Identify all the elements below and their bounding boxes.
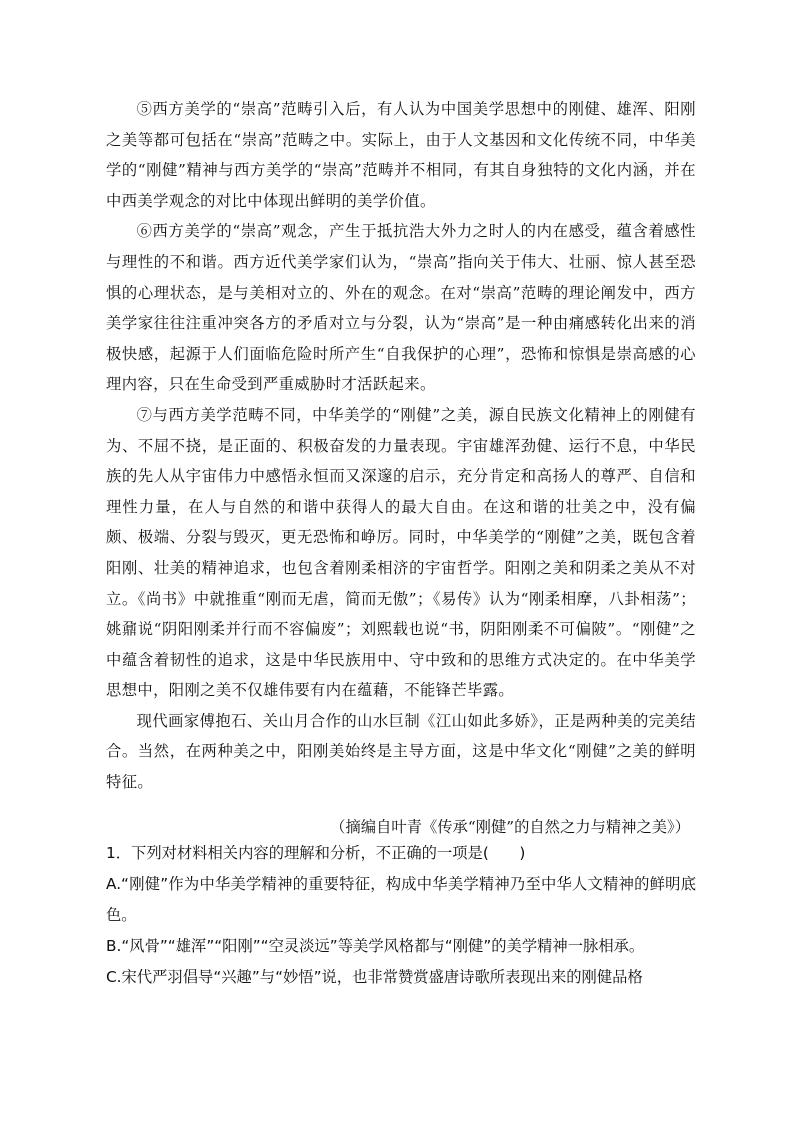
paragraph-6: ⑥西方美学的“崇高”观念，产生于抵抗浩大外力之时人的内在感受，蕴含着感性与理性的不和谐。西方近代美学家们认为，“崇高”指向关于伟大、壮丽、惊人甚至恐惧的心理状态，是与美相对立的、外在的观念。在对“崇高”范畴的理论阐发中，西方美学家往往注重冲突各方的矛盾对立与分裂，认为“崇高”是一种由痛感转化出来的消极快感，起源于人们面临危险时所产生“自我保护的心理”，恐怖和惊惧是崇高感的心理内容，只在生命受到严重威胁时才活跃起来。	[106, 222, 696, 394]
reading-passage	[106, 94, 696, 798]
paragraph-8: 现代画家傅抱石、关山月合作的山水巨制《江山如此多娇》，正是两种美的完美结合。当然，在两种美之中，阳刚美始终是主导方面，这是中华文化“刚健”之美的鲜明特征。	[106, 711, 696, 792]
source-citation: （摘编自叶青《传承“刚健”的自然之力与精神之美》）	[330, 818, 690, 836]
option-a: A.“刚健”作为中华美学精神的重要特征，构成中华美学精神乃至中华人文精神的鲜明底色。	[106, 875, 696, 924]
paragraph-5: ⑤西方美学的“崇高”范畴引入后，有人认为中国美学思想中的刚健、雄浑、阳刚之美等都可包括在“崇高”范畴之中。实际上，由于人文基因和文化传统不同，中华美学的“刚健”精神与西方美学的“崇高”范畴并不相同，有其自身独特的文化内涵，并在中西美学观念的对比中体现出鲜明的美学价值。	[106, 100, 696, 210]
option-c: C.宋代严羽倡导“兴趣”与“妙悟”说，也非常赞赏盛唐诗歌所表现出来的刚健品格	[106, 968, 643, 986]
question-1-stem: 1．下列对材料相关内容的理解和分析，不正确的一项是( )	[106, 844, 526, 862]
paragraph-7: ⑦与西方美学范畴不同，中华美学的“刚健”之美，源自民族文化精神上的刚健有为、不屈不挠，是正面的、积极奋发的力量表现。宇宙雄浑劲健、运行不息，中华民族的先人从宇宙伟力中感悟永恒而又深邃的启示，充分肯定和高扬人的尊严、自信和理性力量，在人与自然的和谐中获得人的最大自由。在这和谐的壮美之中，没有偏颇、极端、分裂与毁灭，更无恐怖和峥厉。同时，中华美学的“刚健”之美，既包含着阳刚、壮美的精神追求，也包含着刚柔相济的宇宙哲学。阳刚之美和阴柔之美从不对立。《尚书》中就推重“刚而无虐，简而无傲”；《易传》认为“刚柔相摩，八卦相荡”；姚鼐说“阴阳刚柔并行而不容偏废”；刘熙载也说“书，阴阳刚柔不可偏陂”。“刚健”之中蕴含着韧性的追求，这是中华民族用中、守中致和的思维方式决定的。在中华美学思想中，阳刚之美不仅雄伟要有内在蕴藉，不能锋芒毕露。	[106, 405, 696, 700]
question-block	[106, 838, 696, 993]
option-b: B.“风骨”“雄浑”“阳刚”“空灵淡远”等美学风格都与“刚健”的美学精神一脉相承。	[106, 937, 645, 955]
